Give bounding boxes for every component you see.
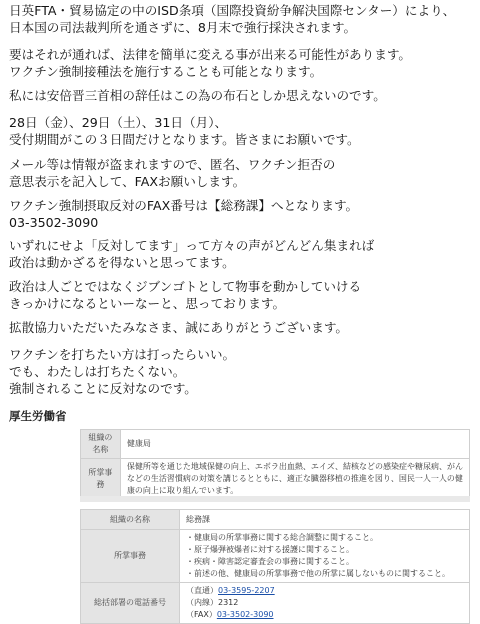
text-line: ワクチンを打ちたい方は打ったらいい。 bbox=[9, 347, 236, 362]
table-row bbox=[81, 510, 470, 530]
paragraph-voices bbox=[9, 237, 474, 271]
text-line: 28日（金）、29日（土）、31日（月）、 bbox=[9, 115, 228, 130]
ministry-heading: 厚生労働省 bbox=[9, 409, 67, 423]
duties-line: ・前述の他、健康局の所掌事務で他の所掌に属しないものに関すること。 bbox=[186, 569, 450, 578]
paragraph-vaccine-choice bbox=[9, 346, 474, 397]
paragraph-resignation bbox=[9, 87, 474, 104]
general-affairs-table bbox=[80, 509, 470, 624]
text-line: 政治は動かざるを得ないと思ってます。 bbox=[9, 255, 235, 270]
phone-direct-link[interactable]: 03-3595-2207 bbox=[218, 586, 275, 595]
duties-line: ・疾病・障害認定審査会の事務に関すること。 bbox=[186, 557, 354, 566]
org-name-value: 総務課 bbox=[180, 510, 470, 530]
text-line: 政治は人ごとではなくジブンゴトとして物事を動かしていける bbox=[9, 279, 362, 294]
phone-fax-link[interactable]: 03-3502-3090 bbox=[216, 610, 274, 619]
paragraph-fax-number bbox=[9, 197, 474, 231]
table-row bbox=[81, 583, 470, 624]
text-line: 意思表示を記入して、FAXお願いします。 bbox=[9, 174, 246, 189]
text-line: 日英FTA・貿易協定の中のISD条項（国際投資紛争解決国際センター）により、 bbox=[9, 3, 456, 18]
duties-value bbox=[120, 459, 469, 500]
org-name-label: 組織の名称 bbox=[81, 510, 180, 530]
duties-label: 所掌事務 bbox=[81, 459, 121, 500]
text-line: 受付期間がこの３日間だけとなります。皆さまにお願いです。 bbox=[9, 132, 360, 147]
phone-label: 総括部署の電話番号 bbox=[81, 583, 180, 624]
table-row bbox=[81, 459, 470, 500]
phone-extension-number: 2312 bbox=[218, 598, 239, 607]
duties-line: 保健所等を通じた地域保健の向上、エボラ出血熱、エイズ、結核などの感染症や糖尿病、がん bbox=[126, 462, 463, 471]
duties-line: などの生活習慣病の対策を講じるとともに、適正な臓器移植の推進を図り、国民一人一人の健 bbox=[126, 474, 463, 483]
org-name-label: 組織の名称 bbox=[81, 430, 121, 459]
text-line: 拡散協力いただいたみなさま、誠にありがとうございます。 bbox=[9, 320, 349, 335]
duties-line: 康の向上に取り組んでいます。 bbox=[126, 486, 239, 495]
table-separator bbox=[80, 496, 470, 502]
phone-type-label: （内線） bbox=[186, 598, 218, 607]
table-row bbox=[81, 530, 470, 583]
text-line: いずれにせよ「反対してます」って方々の声がどんどん集まれば bbox=[9, 238, 375, 253]
phone-fax bbox=[186, 609, 463, 621]
text-line: 私には安倍晋三首相の辞任はこの為の布石としか思えないのです。 bbox=[9, 88, 386, 103]
phone-direct bbox=[186, 585, 463, 597]
text-line: ワクチン強制摂取反対のFAX番号は【総務課】へとなります。 bbox=[9, 198, 359, 213]
text-line: 強制されることに反対なのです。 bbox=[9, 381, 197, 396]
duties-label: 所掌事務 bbox=[81, 530, 180, 583]
text-line: ワクチン強制接種法を施行することも可能となります。 bbox=[9, 64, 323, 79]
text-line: でも、わたしは打ちたくない。 bbox=[9, 364, 186, 379]
health-bureau-table bbox=[80, 429, 470, 500]
paragraph-politics bbox=[9, 278, 474, 312]
text-line: きっかけになるといーなーと、思っております。 bbox=[9, 296, 286, 311]
paragraph-isd-clause bbox=[9, 2, 474, 36]
table-row bbox=[81, 430, 470, 459]
text-line: 要はそれが通れば、法律を簡単に変える事が出来る可能性があります。 bbox=[9, 47, 411, 62]
paragraph-law-change bbox=[9, 46, 474, 80]
duties-line: ・原子爆弾被爆者に対する援護に関すること。 bbox=[186, 545, 354, 554]
text-line: 03-3502-3090 bbox=[9, 215, 99, 230]
text-line: メール等は情報が盗まれますので、匿名、ワクチン拒否の bbox=[9, 157, 336, 172]
duties-line: ・健康局の所掌事務に関する総合調整に関すること。 bbox=[186, 533, 378, 542]
org-name-value: 健康局 bbox=[120, 430, 469, 459]
phone-extension bbox=[186, 597, 463, 609]
phone-type-label: （FAX） bbox=[186, 610, 217, 619]
paragraph-dates bbox=[9, 114, 474, 148]
paragraph-thanks bbox=[9, 319, 474, 336]
duties-value bbox=[180, 530, 470, 583]
paragraph-fax-request bbox=[9, 156, 474, 190]
text-line: 日本国の司法裁判所を通さずに、8月末で強行採決されます。 bbox=[9, 20, 357, 35]
phone-type-label: （直通） bbox=[186, 586, 218, 595]
phone-value bbox=[180, 583, 470, 624]
